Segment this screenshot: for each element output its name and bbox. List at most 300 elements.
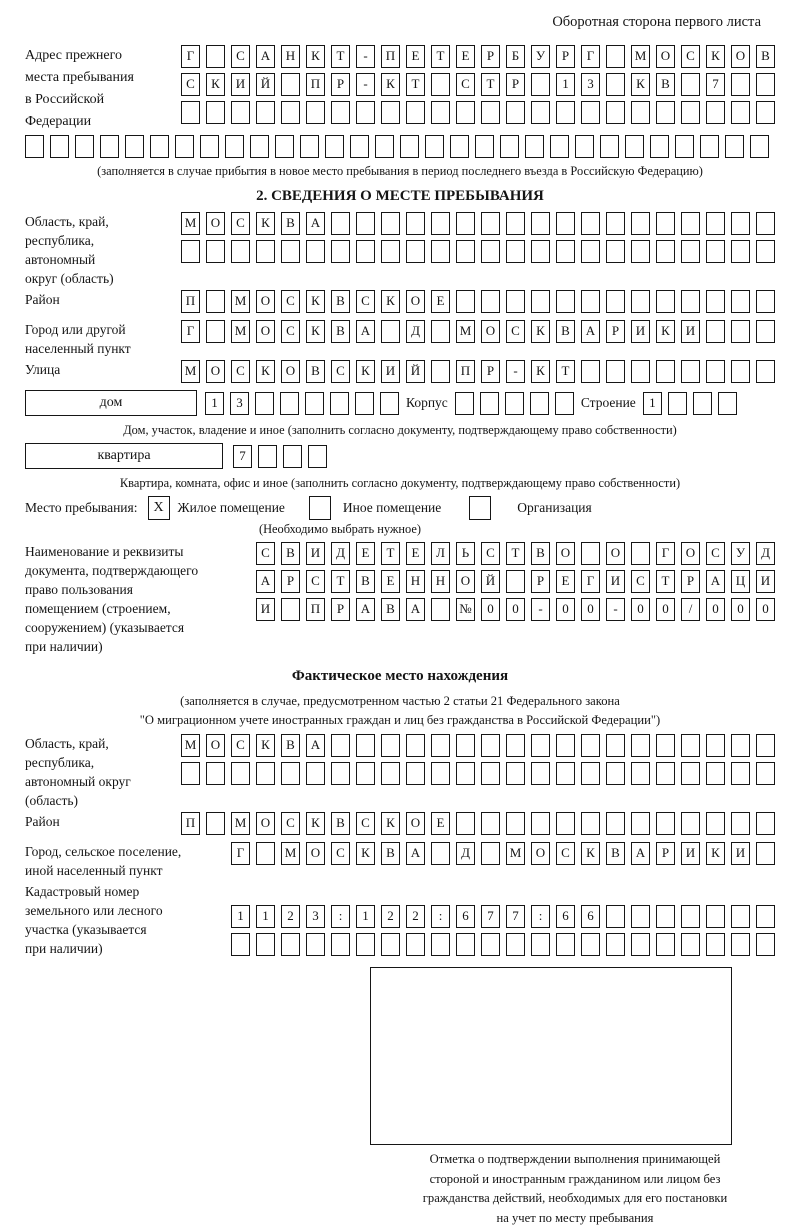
form-cell[interactable] xyxy=(731,240,750,263)
form-cell[interactable] xyxy=(656,812,675,835)
form-cell[interactable]: К xyxy=(256,212,275,235)
form-cell[interactable] xyxy=(431,320,450,343)
prev-address-row-2[interactable] xyxy=(181,73,775,96)
form-cell[interactable] xyxy=(406,734,425,757)
form-cell[interactable] xyxy=(631,360,650,383)
form-cell[interactable]: О xyxy=(656,45,675,68)
form-cell[interactable] xyxy=(331,212,350,235)
form-cell[interactable] xyxy=(331,734,350,757)
form-cell[interactable] xyxy=(481,212,500,235)
form-cell[interactable] xyxy=(581,933,600,956)
form-cell[interactable] xyxy=(681,240,700,263)
form-cell[interactable] xyxy=(431,762,450,785)
form-cell[interactable] xyxy=(256,842,275,865)
form-cell[interactable]: - xyxy=(531,598,550,621)
form-cell[interactable] xyxy=(206,240,225,263)
form-cell[interactable] xyxy=(756,73,775,96)
form-cell[interactable]: Р xyxy=(531,570,550,593)
form-cell[interactable] xyxy=(300,135,319,158)
form-cell[interactable] xyxy=(656,762,675,785)
form-cell[interactable] xyxy=(706,290,725,313)
form-cell[interactable] xyxy=(506,212,525,235)
form-cell[interactable]: К xyxy=(356,842,375,865)
form-cell[interactable] xyxy=(506,734,525,757)
form-cell[interactable]: Т xyxy=(431,45,450,68)
form-cell[interactable]: С xyxy=(231,734,250,757)
form-cell[interactable]: С xyxy=(306,570,325,593)
form-cell[interactable] xyxy=(456,933,475,956)
form-cell[interactable] xyxy=(506,570,525,593)
form-cell[interactable]: - xyxy=(356,73,375,96)
form-cell[interactable] xyxy=(581,290,600,313)
form-cell[interactable]: Ц xyxy=(731,570,750,593)
form-cell[interactable]: : xyxy=(331,905,350,928)
fact-district-row[interactable] xyxy=(181,812,775,835)
form-cell[interactable]: А xyxy=(631,842,650,865)
form-cell[interactable] xyxy=(756,360,775,383)
form-cell[interactable] xyxy=(356,762,375,785)
form-cell[interactable]: В xyxy=(281,734,300,757)
form-cell[interactable] xyxy=(250,135,269,158)
form-cell[interactable]: А xyxy=(406,842,425,865)
form-cell[interactable]: П xyxy=(181,812,200,835)
form-cell[interactable] xyxy=(606,240,625,263)
form-cell[interactable]: П xyxy=(381,45,400,68)
form-cell[interactable]: В xyxy=(606,842,625,865)
form-cell[interactable] xyxy=(256,933,275,956)
form-cell[interactable]: Г xyxy=(181,45,200,68)
form-cell[interactable] xyxy=(275,135,294,158)
form-cell[interactable] xyxy=(756,905,775,928)
form-cell[interactable] xyxy=(606,933,625,956)
form-cell[interactable] xyxy=(231,762,250,785)
form-cell[interactable] xyxy=(456,101,475,124)
form-cell[interactable] xyxy=(206,101,225,124)
form-cell[interactable]: 1 xyxy=(205,392,224,415)
form-cell[interactable] xyxy=(206,290,225,313)
form-cell[interactable]: К xyxy=(656,320,675,343)
form-cell[interactable]: 0 xyxy=(731,598,750,621)
form-cell[interactable]: Р xyxy=(681,570,700,593)
form-cell[interactable] xyxy=(456,734,475,757)
form-cell[interactable] xyxy=(481,762,500,785)
form-cell[interactable]: А xyxy=(406,598,425,621)
form-cell[interactable] xyxy=(506,290,525,313)
form-cell[interactable] xyxy=(331,240,350,263)
form-cell[interactable] xyxy=(431,598,450,621)
form-cell[interactable] xyxy=(456,240,475,263)
form-cell[interactable]: М xyxy=(231,320,250,343)
form-cell[interactable] xyxy=(431,933,450,956)
form-cell[interactable]: 7 xyxy=(481,905,500,928)
form-cell[interactable]: Р xyxy=(281,570,300,593)
form-cell[interactable] xyxy=(731,290,750,313)
form-cell[interactable] xyxy=(731,762,750,785)
form-cell[interactable]: В xyxy=(306,360,325,383)
form-cell[interactable] xyxy=(356,212,375,235)
form-cell[interactable] xyxy=(531,240,550,263)
form-cell[interactable]: Р xyxy=(506,73,525,96)
form-cell[interactable]: 0 xyxy=(556,598,575,621)
form-cell[interactable]: К xyxy=(356,360,375,383)
form-cell[interactable] xyxy=(700,135,719,158)
form-cell[interactable] xyxy=(606,290,625,313)
form-cell[interactable] xyxy=(681,290,700,313)
form-cell[interactable] xyxy=(606,45,625,68)
form-cell[interactable] xyxy=(693,392,712,415)
form-cell[interactable] xyxy=(675,135,694,158)
form-cell[interactable] xyxy=(731,73,750,96)
cadastral-row-1[interactable] xyxy=(231,905,775,928)
form-cell[interactable]: / xyxy=(681,598,700,621)
document-row-2[interactable] xyxy=(256,570,775,593)
form-cell[interactable] xyxy=(506,812,525,835)
form-cell[interactable]: В xyxy=(331,290,350,313)
form-cell[interactable] xyxy=(656,290,675,313)
form-cell[interactable]: Т xyxy=(481,73,500,96)
form-cell[interactable]: 0 xyxy=(756,598,775,621)
form-cell[interactable] xyxy=(375,135,394,158)
form-cell[interactable] xyxy=(656,360,675,383)
form-cell[interactable] xyxy=(681,933,700,956)
apartment-number-row[interactable] xyxy=(233,445,327,468)
form-cell[interactable]: 1 xyxy=(643,392,662,415)
form-cell[interactable] xyxy=(556,933,575,956)
form-cell[interactable] xyxy=(381,320,400,343)
form-cell[interactable]: Т xyxy=(381,542,400,565)
form-cell[interactable] xyxy=(581,812,600,835)
form-cell[interactable] xyxy=(406,101,425,124)
form-cell[interactable]: А xyxy=(256,45,275,68)
form-cell[interactable] xyxy=(406,933,425,956)
form-cell[interactable]: 0 xyxy=(631,598,650,621)
form-cell[interactable]: Т xyxy=(331,570,350,593)
form-cell[interactable]: П xyxy=(456,360,475,383)
form-cell[interactable]: Е xyxy=(556,570,575,593)
form-cell[interactable]: С xyxy=(631,570,650,593)
fact-region-row-1[interactable] xyxy=(181,734,775,757)
form-cell[interactable]: В xyxy=(381,842,400,865)
form-cell[interactable]: В xyxy=(281,542,300,565)
form-cell[interactable] xyxy=(431,360,450,383)
form-cell[interactable]: Ь xyxy=(456,542,475,565)
form-cell[interactable] xyxy=(756,101,775,124)
form-cell[interactable]: К xyxy=(306,45,325,68)
form-cell[interactable] xyxy=(206,812,225,835)
form-cell[interactable] xyxy=(475,135,494,158)
form-cell[interactable] xyxy=(181,101,200,124)
form-cell[interactable]: В xyxy=(281,212,300,235)
form-cell[interactable] xyxy=(306,240,325,263)
form-cell[interactable] xyxy=(606,101,625,124)
form-cell[interactable] xyxy=(481,842,500,865)
form-cell[interactable]: Г xyxy=(581,570,600,593)
form-cell[interactable] xyxy=(481,240,500,263)
form-cell[interactable]: № xyxy=(456,598,475,621)
document-row-3[interactable] xyxy=(256,598,775,621)
form-cell[interactable] xyxy=(431,212,450,235)
form-cell[interactable]: О xyxy=(256,320,275,343)
form-cell[interactable] xyxy=(200,135,219,158)
form-cell[interactable] xyxy=(325,135,344,158)
district-row[interactable] xyxy=(181,290,775,313)
form-cell[interactable] xyxy=(381,933,400,956)
form-cell[interactable]: Н xyxy=(281,45,300,68)
form-cell[interactable]: Р xyxy=(481,45,500,68)
form-cell[interactable]: И xyxy=(381,360,400,383)
form-cell[interactable]: В xyxy=(531,542,550,565)
form-cell[interactable]: О xyxy=(406,812,425,835)
form-cell[interactable] xyxy=(481,933,500,956)
city-row[interactable] xyxy=(181,320,775,343)
form-cell[interactable]: У xyxy=(531,45,550,68)
form-cell[interactable]: - xyxy=(606,598,625,621)
form-cell[interactable] xyxy=(706,212,725,235)
form-cell[interactable] xyxy=(531,290,550,313)
document-row-1[interactable] xyxy=(256,542,775,565)
form-cell[interactable] xyxy=(406,762,425,785)
form-cell[interactable]: 6 xyxy=(581,905,600,928)
form-cell[interactable] xyxy=(231,101,250,124)
form-cell[interactable]: В xyxy=(331,812,350,835)
form-cell[interactable]: А xyxy=(356,320,375,343)
form-cell[interactable] xyxy=(631,933,650,956)
form-cell[interactable] xyxy=(731,101,750,124)
form-cell[interactable] xyxy=(556,290,575,313)
form-cell[interactable] xyxy=(456,762,475,785)
form-cell[interactable]: Е xyxy=(406,45,425,68)
form-cell[interactable] xyxy=(456,212,475,235)
form-cell[interactable]: 2 xyxy=(381,905,400,928)
form-cell[interactable] xyxy=(718,392,737,415)
form-cell[interactable] xyxy=(706,812,725,835)
form-cell[interactable] xyxy=(406,212,425,235)
form-cell[interactable] xyxy=(631,542,650,565)
form-cell[interactable] xyxy=(631,812,650,835)
form-cell[interactable] xyxy=(381,240,400,263)
form-cell[interactable]: А xyxy=(706,570,725,593)
form-cell[interactable]: С xyxy=(231,212,250,235)
form-cell[interactable] xyxy=(706,734,725,757)
form-cell[interactable] xyxy=(650,135,669,158)
form-cell[interactable] xyxy=(531,734,550,757)
form-cell[interactable]: А xyxy=(356,598,375,621)
form-cell[interactable] xyxy=(681,101,700,124)
form-cell[interactable]: М xyxy=(631,45,650,68)
form-cell[interactable]: О xyxy=(556,542,575,565)
form-cell[interactable]: М xyxy=(231,290,250,313)
form-cell[interactable] xyxy=(181,240,200,263)
form-cell[interactable]: О xyxy=(306,842,325,865)
form-cell[interactable] xyxy=(681,360,700,383)
form-cell[interactable]: М xyxy=(181,212,200,235)
form-cell[interactable] xyxy=(381,101,400,124)
form-cell[interactable]: И xyxy=(681,320,700,343)
form-cell[interactable]: К xyxy=(381,290,400,313)
form-cell[interactable]: С xyxy=(181,73,200,96)
form-cell[interactable] xyxy=(308,445,327,468)
form-cell[interactable] xyxy=(330,392,349,415)
form-cell[interactable]: : xyxy=(531,905,550,928)
form-cell[interactable] xyxy=(575,135,594,158)
form-cell[interactable]: Е xyxy=(431,290,450,313)
form-cell[interactable] xyxy=(656,240,675,263)
cadastral-row-2[interactable] xyxy=(231,933,775,956)
form-cell[interactable] xyxy=(206,762,225,785)
form-cell[interactable]: М xyxy=(231,812,250,835)
form-cell[interactable]: Р xyxy=(331,73,350,96)
form-cell[interactable] xyxy=(381,212,400,235)
form-cell[interactable] xyxy=(531,812,550,835)
form-cell[interactable]: Е xyxy=(406,542,425,565)
checkbox-organization[interactable] xyxy=(469,496,491,520)
form-cell[interactable]: К xyxy=(306,320,325,343)
form-cell[interactable]: П xyxy=(306,73,325,96)
form-cell[interactable]: Л xyxy=(431,542,450,565)
form-cell[interactable]: С xyxy=(681,45,700,68)
form-cell[interactable]: П xyxy=(181,290,200,313)
form-cell[interactable]: С xyxy=(231,45,250,68)
form-cell[interactable]: 0 xyxy=(656,598,675,621)
form-cell[interactable] xyxy=(450,135,469,158)
form-cell[interactable] xyxy=(725,135,744,158)
form-cell[interactable] xyxy=(550,135,569,158)
form-cell[interactable] xyxy=(631,762,650,785)
form-cell[interactable]: И xyxy=(681,842,700,865)
form-cell[interactable] xyxy=(531,101,550,124)
form-cell[interactable] xyxy=(506,240,525,263)
checkbox-other-premises[interactable] xyxy=(309,496,331,520)
form-cell[interactable] xyxy=(631,734,650,757)
form-cell[interactable]: О xyxy=(206,212,225,235)
form-cell[interactable]: В xyxy=(556,320,575,343)
form-cell[interactable]: 7 xyxy=(706,73,725,96)
form-cell[interactable] xyxy=(556,212,575,235)
form-cell[interactable]: 7 xyxy=(506,905,525,928)
form-cell[interactable] xyxy=(431,734,450,757)
form-cell[interactable]: Е xyxy=(381,570,400,593)
form-cell[interactable]: 6 xyxy=(456,905,475,928)
form-cell[interactable]: К xyxy=(581,842,600,865)
form-cell[interactable] xyxy=(480,392,499,415)
form-cell[interactable]: Й xyxy=(481,570,500,593)
form-cell[interactable]: А xyxy=(306,212,325,235)
form-cell[interactable]: Н xyxy=(406,570,425,593)
form-cell[interactable]: 2 xyxy=(281,905,300,928)
form-cell[interactable]: О xyxy=(681,542,700,565)
form-cell[interactable] xyxy=(581,734,600,757)
form-cell[interactable]: О xyxy=(281,360,300,383)
form-cell[interactable] xyxy=(555,392,574,415)
form-cell[interactable] xyxy=(531,933,550,956)
form-cell[interactable] xyxy=(356,734,375,757)
form-cell[interactable] xyxy=(706,360,725,383)
form-cell[interactable]: Д xyxy=(756,542,775,565)
form-cell[interactable] xyxy=(281,598,300,621)
form-cell[interactable] xyxy=(456,812,475,835)
form-cell[interactable]: 1 xyxy=(231,905,250,928)
form-cell[interactable] xyxy=(481,290,500,313)
form-cell[interactable] xyxy=(606,734,625,757)
form-cell[interactable] xyxy=(356,101,375,124)
form-cell[interactable] xyxy=(625,135,644,158)
form-cell[interactable] xyxy=(25,135,44,158)
form-cell[interactable] xyxy=(283,445,302,468)
form-cell[interactable]: С xyxy=(556,842,575,865)
form-cell[interactable]: С xyxy=(231,360,250,383)
form-cell[interactable] xyxy=(756,212,775,235)
form-cell[interactable] xyxy=(631,101,650,124)
form-cell[interactable] xyxy=(306,762,325,785)
stroenie-row[interactable] xyxy=(643,392,737,415)
checkbox-residential[interactable]: X xyxy=(148,496,170,520)
form-cell[interactable]: Б xyxy=(506,45,525,68)
form-cell[interactable] xyxy=(400,135,419,158)
form-cell[interactable]: Й xyxy=(406,360,425,383)
form-cell[interactable] xyxy=(731,212,750,235)
form-cell[interactable]: Т xyxy=(556,360,575,383)
house-number-row[interactable] xyxy=(205,392,399,415)
form-cell[interactable] xyxy=(606,812,625,835)
form-cell[interactable] xyxy=(331,933,350,956)
form-cell[interactable]: М xyxy=(181,734,200,757)
form-cell[interactable]: М xyxy=(506,842,525,865)
form-cell[interactable]: В xyxy=(381,598,400,621)
form-cell[interactable]: Г xyxy=(656,542,675,565)
form-cell[interactable] xyxy=(681,812,700,835)
form-cell[interactable]: 3 xyxy=(581,73,600,96)
form-cell[interactable]: С xyxy=(256,542,275,565)
form-cell[interactable]: 0 xyxy=(581,598,600,621)
form-cell[interactable] xyxy=(681,905,700,928)
form-cell[interactable] xyxy=(350,135,369,158)
form-cell[interactable]: К xyxy=(306,290,325,313)
form-cell[interactable] xyxy=(381,734,400,757)
form-cell[interactable] xyxy=(756,842,775,865)
form-cell[interactable] xyxy=(531,762,550,785)
form-cell[interactable]: Т xyxy=(331,45,350,68)
form-cell[interactable] xyxy=(581,101,600,124)
form-cell[interactable] xyxy=(556,240,575,263)
form-cell[interactable]: Й xyxy=(256,73,275,96)
form-cell[interactable]: С xyxy=(281,812,300,835)
form-cell[interactable] xyxy=(431,842,450,865)
form-cell[interactable] xyxy=(656,905,675,928)
form-cell[interactable]: 3 xyxy=(306,905,325,928)
form-cell[interactable]: К xyxy=(531,360,550,383)
form-cell[interactable] xyxy=(280,392,299,415)
form-cell[interactable] xyxy=(406,240,425,263)
form-cell[interactable] xyxy=(175,135,194,158)
form-cell[interactable]: И xyxy=(756,570,775,593)
form-cell[interactable] xyxy=(456,290,475,313)
form-cell[interactable] xyxy=(331,762,350,785)
form-cell[interactable] xyxy=(706,240,725,263)
form-cell[interactable]: К xyxy=(381,812,400,835)
form-cell[interactable] xyxy=(606,212,625,235)
form-cell[interactable] xyxy=(606,360,625,383)
form-cell[interactable] xyxy=(681,762,700,785)
form-cell[interactable] xyxy=(425,135,444,158)
form-cell[interactable] xyxy=(606,73,625,96)
form-cell[interactable] xyxy=(481,101,500,124)
form-cell[interactable] xyxy=(305,392,324,415)
form-cell[interactable]: С xyxy=(331,360,350,383)
street-row[interactable] xyxy=(181,360,775,383)
form-cell[interactable]: О xyxy=(456,570,475,593)
fact-region-row-2[interactable] xyxy=(181,762,775,785)
form-cell[interactable]: Д xyxy=(331,542,350,565)
